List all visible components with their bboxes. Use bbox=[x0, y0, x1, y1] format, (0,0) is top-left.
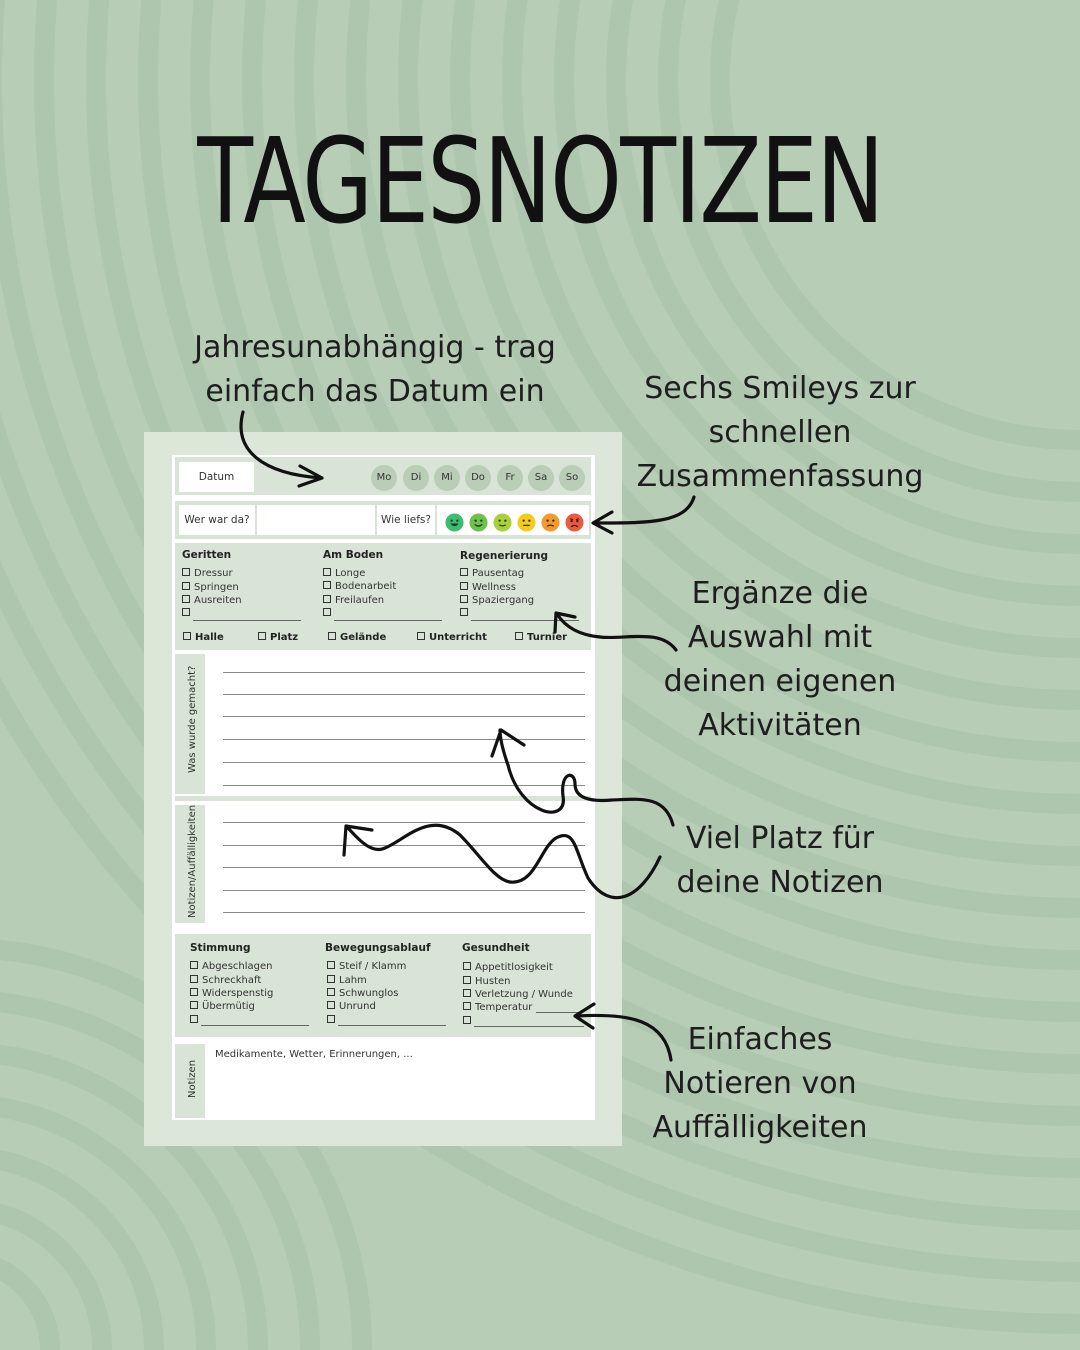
mood-label: Wie liefs? bbox=[377, 505, 435, 535]
obs-checkbox-steif-klamm[interactable]: Steif / Klamm bbox=[327, 961, 406, 972]
day-so[interactable]: So bbox=[559, 465, 585, 491]
callout-activities-line2: Auswahl mit bbox=[687, 620, 873, 655]
misc-hint[interactable]: Medikamente, Wetter, Erinnerungen, ... bbox=[215, 1049, 413, 1060]
callout-date bbox=[180, 326, 570, 414]
day-di[interactable]: Di bbox=[403, 465, 429, 491]
callout-date-line1: Jahresunabhängig - trag bbox=[194, 330, 556, 365]
background-arc bbox=[0, 1260, 50, 1350]
activity-checkbox-ausreiten[interactable]: Ausreiten bbox=[182, 595, 242, 606]
activity-col2-head: Am Boden bbox=[323, 549, 384, 561]
activity-checkbox-custom-2[interactable] bbox=[323, 608, 335, 619]
obs-custom-line-3[interactable] bbox=[474, 1026, 584, 1027]
notes-line[interactable] bbox=[223, 867, 585, 868]
day-sa[interactable]: Sa bbox=[528, 465, 554, 491]
day-do[interactable]: Do bbox=[465, 465, 491, 491]
what-done-label: Was wurde gemacht? bbox=[187, 665, 198, 773]
location-checkbox-platz[interactable]: Platz bbox=[258, 632, 298, 643]
obs-checkbox-lahm[interactable]: Lahm bbox=[327, 975, 367, 986]
obs-checkbox-schreckhaft[interactable]: Schreckhaft bbox=[190, 975, 261, 986]
callout-abnormalities-line3: Auffälligkeiten bbox=[652, 1110, 868, 1145]
day-fr[interactable]: Fr bbox=[497, 465, 523, 491]
callout-activities-line1: Ergänze die bbox=[691, 576, 869, 611]
obs-checkbox-unrund[interactable]: Unrund bbox=[327, 1001, 376, 1012]
activity-checkbox-custom-1[interactable] bbox=[182, 608, 194, 619]
location-checkbox-gelaende[interactable]: Gelände bbox=[328, 632, 386, 643]
what-done-line[interactable] bbox=[223, 716, 585, 717]
obs-custom-line-2[interactable] bbox=[338, 1025, 446, 1026]
day-mi[interactable]: Mi bbox=[434, 465, 460, 491]
obs-checkbox-abgeschlagen[interactable]: Abgeschlagen bbox=[190, 961, 272, 972]
activity-col3-head: Regenerierung bbox=[460, 550, 548, 562]
obs-col1-head: Stimmung bbox=[190, 942, 251, 954]
callout-abnormalities bbox=[620, 1018, 900, 1150]
activity-checkbox-pausentag[interactable]: Pausentag bbox=[460, 568, 524, 579]
notes-line[interactable] bbox=[223, 822, 585, 823]
what-done-line[interactable] bbox=[223, 785, 585, 786]
activity-checkbox-freilaufen[interactable]: Freilaufen bbox=[323, 595, 384, 606]
obs-custom-line-1[interactable] bbox=[201, 1025, 309, 1026]
callout-date-line2: einfach das Datum ein bbox=[205, 374, 545, 409]
activity-checkbox-spaziergang[interactable]: Spaziergang bbox=[460, 595, 534, 606]
custom-line-1[interactable] bbox=[193, 620, 301, 621]
obs-checkbox-uebermuetig[interactable]: Übermütig bbox=[190, 1001, 255, 1012]
rider-mood-row bbox=[175, 501, 591, 539]
what-done-line[interactable] bbox=[223, 672, 585, 673]
obs-checkbox-schwunglos[interactable]: Schwunglos bbox=[327, 988, 399, 999]
callout-notes-line1: Viel Platz für bbox=[685, 821, 875, 856]
location-checkbox-unterricht[interactable]: Unterricht bbox=[417, 632, 487, 643]
obs-checkbox-appetitlosigkeit[interactable]: Appetitlosigkeit bbox=[463, 962, 553, 973]
obs-checkbox-widerspenstig[interactable]: Widerspenstig bbox=[190, 988, 273, 999]
callout-smileys-line1: Sechs Smileys zur bbox=[644, 371, 916, 406]
callout-smileys-line3: Zusammenfassung bbox=[636, 459, 924, 494]
day-mo[interactable]: Mo bbox=[371, 465, 397, 491]
date-field[interactable] bbox=[259, 462, 369, 492]
callout-activities bbox=[640, 572, 920, 748]
neutral-smiley-icon[interactable] bbox=[517, 513, 536, 532]
custom-line-3[interactable] bbox=[471, 620, 579, 621]
date-row bbox=[175, 457, 591, 495]
very-happy-smiley-icon[interactable] bbox=[445, 513, 464, 532]
callout-notes-line2: deine Notizen bbox=[676, 865, 884, 900]
callout-smileys bbox=[620, 367, 940, 499]
callout-activities-line3: deinen eigenen bbox=[663, 664, 897, 699]
location-checkbox-turnier[interactable]: Turnier bbox=[515, 632, 567, 643]
callout-activities-line4: Aktivitäten bbox=[698, 708, 862, 743]
page-title: TAGESNOTIZEN bbox=[197, 112, 883, 250]
location-checkbox-halle[interactable]: Halle bbox=[183, 632, 224, 643]
planner-page bbox=[172, 455, 595, 1120]
activity-col1-head: Geritten bbox=[182, 549, 232, 561]
misc-label: Notizen bbox=[187, 1059, 198, 1098]
obs-checkbox-temperatur[interactable]: Temperatur bbox=[463, 1002, 532, 1013]
section-divider bbox=[175, 796, 591, 801]
angry-smiley-icon[interactable] bbox=[565, 513, 584, 532]
what-done-line[interactable] bbox=[223, 694, 585, 695]
notes-label: Notizen/Auffälligkeiten bbox=[187, 804, 198, 918]
activity-checkbox-longe[interactable]: Longe bbox=[323, 568, 365, 579]
custom-line-2[interactable] bbox=[334, 620, 442, 621]
activities-section bbox=[175, 543, 591, 650]
notes-line[interactable] bbox=[223, 912, 585, 913]
activity-checkbox-springen[interactable]: Springen bbox=[182, 582, 239, 593]
activity-checkbox-dressur[interactable]: Dressur bbox=[182, 568, 233, 579]
what-done-line[interactable] bbox=[223, 739, 585, 740]
activity-checkbox-custom-3[interactable] bbox=[460, 608, 472, 619]
callout-notes bbox=[640, 817, 920, 905]
observations-section bbox=[175, 934, 591, 1037]
obs-col3-head: Gesundheit bbox=[462, 942, 530, 954]
callout-abnormalities-line2: Notieren von bbox=[663, 1066, 857, 1101]
callout-smileys-line2: schnellen bbox=[708, 415, 852, 450]
callout-abnormalities-line1: Einfaches bbox=[687, 1022, 833, 1057]
content-smiley-icon[interactable] bbox=[493, 513, 512, 532]
what-done-line[interactable] bbox=[223, 762, 585, 763]
date-field-label: Datum bbox=[179, 462, 254, 492]
notes-line[interactable] bbox=[223, 845, 585, 846]
activity-checkbox-bodenarbeit[interactable]: Bodenarbeit bbox=[323, 581, 396, 592]
rider-field[interactable] bbox=[257, 505, 375, 535]
obs-checkbox-verletzung-wunde[interactable]: Verletzung / Wunde bbox=[463, 989, 573, 1000]
obs-col2-head: Bewegungsablauf bbox=[325, 942, 431, 954]
obs-checkbox-husten[interactable]: Husten bbox=[463, 976, 510, 987]
notes-line[interactable] bbox=[223, 890, 585, 891]
activity-checkbox-wellness[interactable]: Wellness bbox=[460, 582, 516, 593]
temperature-line[interactable] bbox=[536, 1012, 583, 1013]
sad-smiley-icon[interactable] bbox=[541, 513, 560, 532]
happy-smiley-icon[interactable] bbox=[469, 513, 488, 532]
rider-label: Wer war da? bbox=[179, 505, 255, 535]
